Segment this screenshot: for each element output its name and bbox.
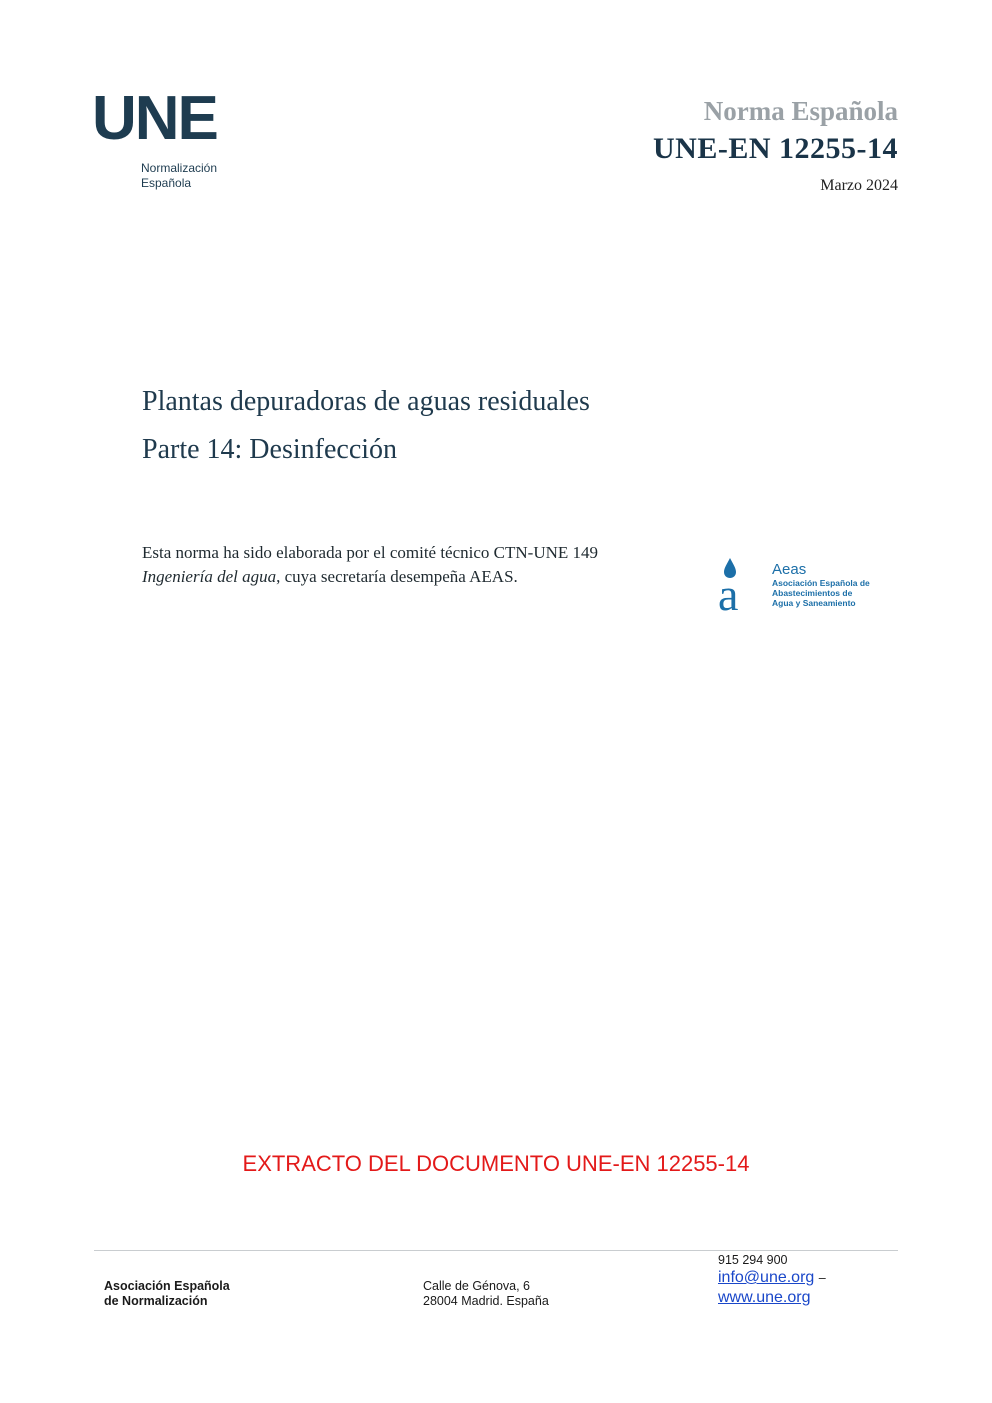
standard-code: UNE-EN 12255-14 [653,132,898,165]
committee-text-after: , cuya secretaría desempeña AEAS. [276,567,518,586]
une-logo [92,84,242,198]
aeas-a-glyph: a [718,569,739,616]
email-link[interactable]: info@une.org [718,1269,815,1286]
footer-contact [718,1253,826,1308]
une-logo-subtitle-line1: Normalización [141,161,218,175]
document-subtitle: Parte 14: Desinfección [142,434,398,465]
footer-separator: – [818,1271,826,1285]
footer-address [423,1279,549,1309]
footer-organization [104,1279,230,1309]
committee-text-before: Esta norma ha sido elaborada por el comité técnico CTN-UNE 149 [142,543,599,562]
aeas-logo-graphic [716,556,876,616]
aeas-logo [716,556,876,616]
extract-notice: EXTRACTO DEL DOCUMENTO UNE-EN 12255-14 [242,1151,750,1176]
committee-statement [142,541,602,589]
footer-org-line1: Asociación Española [104,1279,230,1293]
website-link[interactable]: www.une.org [718,1289,811,1306]
standard-label: Norma Española [703,96,898,126]
une-logo-subtitle [141,161,217,191]
footer-phone: 915 294 900 [718,1253,788,1267]
footer-org-line2: de Normalización [104,1294,208,1308]
aeas-line1: Asociación Española de [772,578,870,588]
aeas-line3: Agua y Saneamiento [772,598,856,608]
document-title: Plantas depuradoras de aguas residuales [142,386,590,417]
footer-addr-line2: 28004 Madrid. España [423,1294,549,1308]
une-logo-wordmark: UNE [92,84,217,153]
committee-name: Ingeniería del agua [142,567,277,586]
publication-date: Marzo 2024 [820,177,898,194]
une-logo-subtitle-line2: Española [141,176,192,190]
footer-addr-line1: Calle de Génova, 6 [423,1279,531,1293]
footer-divider [94,1250,898,1251]
aeas-name: Aeas [772,561,807,578]
aeas-line2: Abastecimientos de [772,588,853,598]
